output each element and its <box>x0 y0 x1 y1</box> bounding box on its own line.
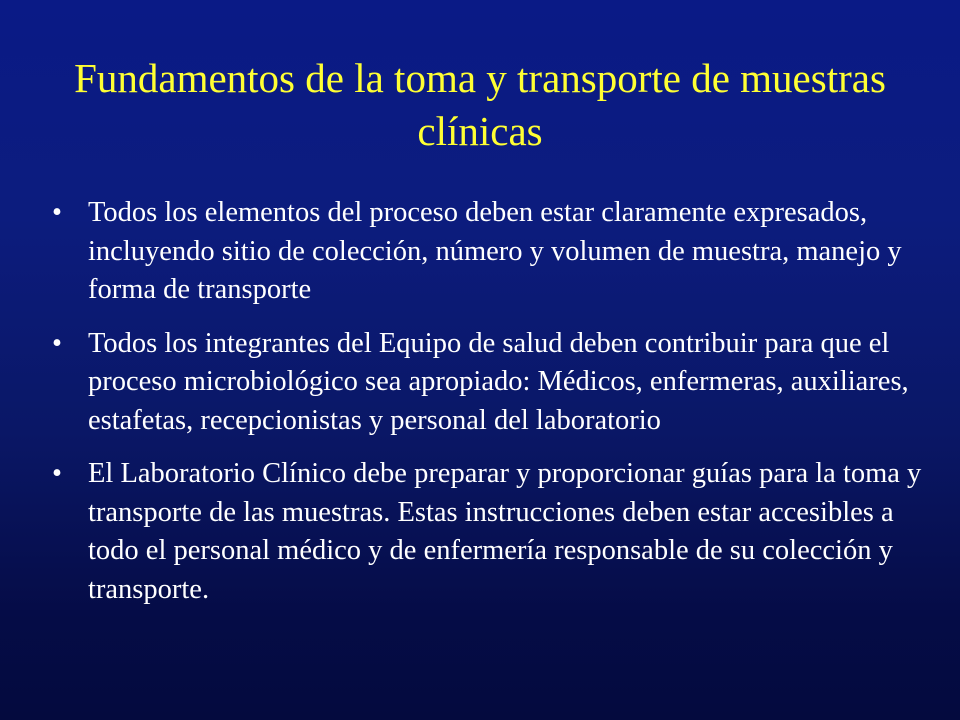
bullet-item <box>50 455 930 609</box>
bullet-list <box>50 194 930 624</box>
bullet-marker: • <box>52 197 62 228</box>
bullet-text: Todos los elementos del proceso deben estar claramente expresados, incluyendo sitio de colección, número y volumen de muestra, manejo y forma de transporte <box>88 197 902 305</box>
slide-title: Fundamentos de la toma y transporte de muestras clínicas <box>74 55 886 154</box>
bullet-item <box>50 194 930 310</box>
bullet-marker: • <box>52 327 62 359</box>
bullet-item <box>50 325 930 441</box>
bullet-marker: • <box>52 458 62 489</box>
bullet-text: El Laboratorio Clínico debe preparar y proporcionar guías para la toma y transporte de las muestras. Estas instrucciones deben estar accesibles a todo el personal médico y de enfermería responsable de su colección y transporte. <box>88 458 922 605</box>
bullet-text: Todos los integrantes del Equipo de salud deben contribuir para que el proceso microbiológico sea apropiado: Médicos, enfermeras, auxiliares, estafetas, recepcionistas y personal del laboratorio <box>88 327 909 436</box>
